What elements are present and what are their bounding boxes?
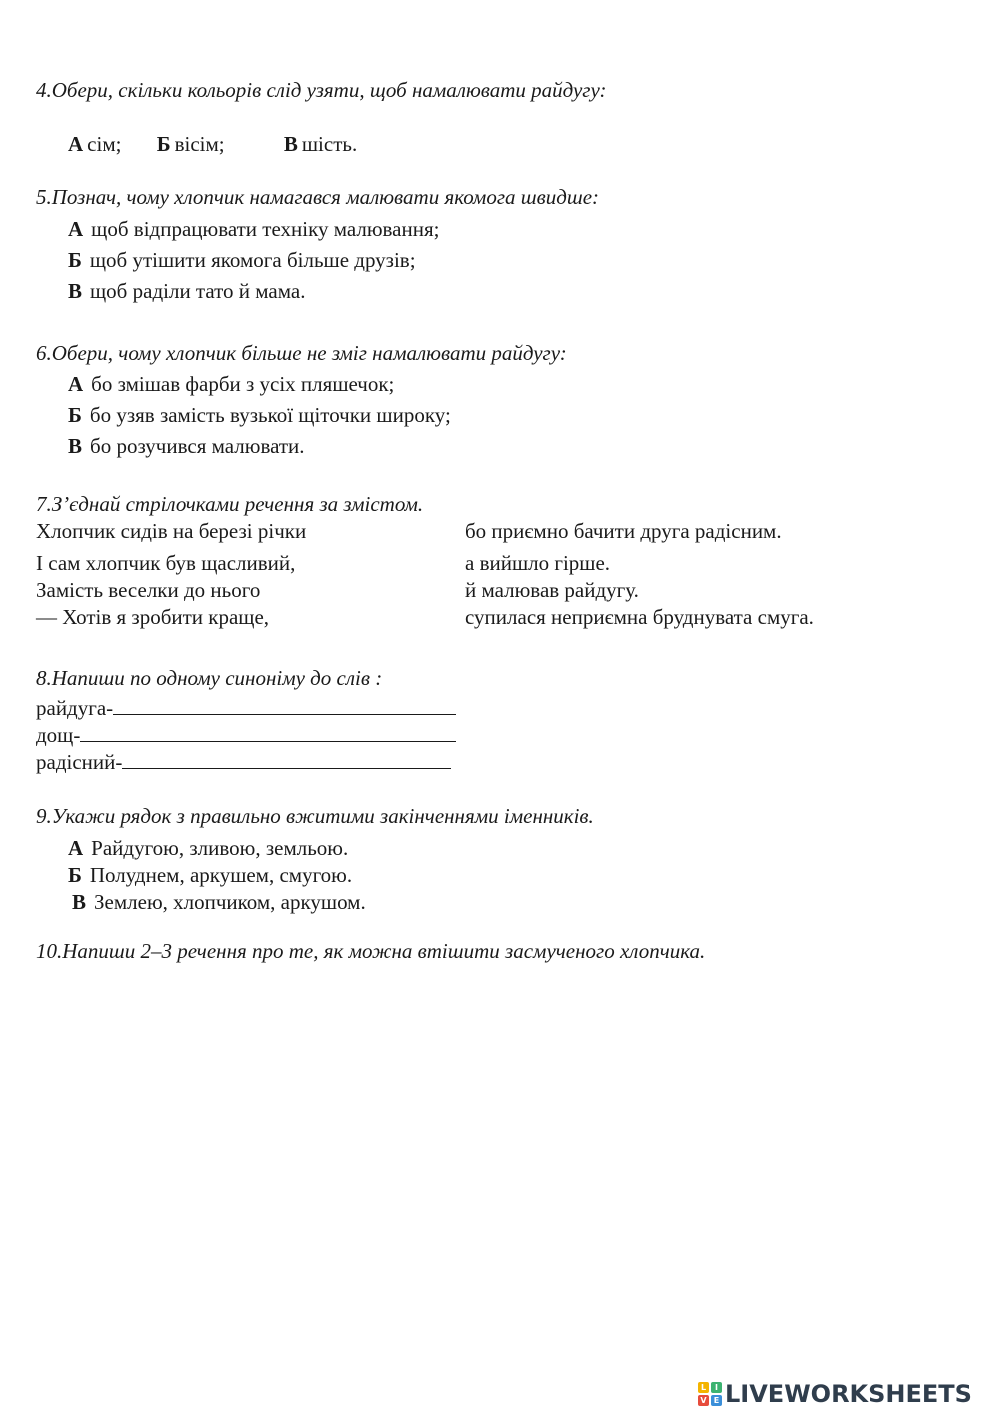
q6-option-c[interactable]: В бо розучився малювати.	[68, 434, 305, 458]
q7-right-4[interactable]: супилася неприємна бруднувата смуга.	[465, 605, 814, 629]
q5-option-b[interactable]: Б щоб утішити якомога більше друзів;	[68, 248, 416, 272]
q8-word-2: дощ-	[36, 723, 81, 747]
q5-option-c[interactable]: В щоб раділи тато й мама.	[68, 279, 306, 303]
q7-left-2[interactable]: І сам хлопчик був щасливий,	[36, 551, 296, 575]
logo-mark-icon	[698, 1382, 722, 1406]
q6-option-b[interactable]: Б бо узяв замість вузької щіточки широку;	[68, 403, 451, 427]
logo-text: LIVEWORKSHEETS	[725, 1380, 972, 1408]
q4-option-b[interactable]: Б вісім;	[156, 132, 225, 156]
q8-word-1: райдуга-	[36, 696, 114, 720]
q5-title: 5.Познач, чому хлопчик намагався малювати якомога швидше:	[36, 185, 600, 209]
q7-left-3[interactable]: Замість веселки до нього	[36, 578, 261, 602]
q7-right-1[interactable]: бо приємно бачити друга радісним.	[465, 519, 782, 543]
q5-option-a[interactable]: А щоб відпрацювати техніку малювання;	[68, 217, 440, 241]
logo-mark-cell: V	[698, 1395, 709, 1406]
logo-mark-cell: I	[711, 1382, 722, 1393]
q8-answer-1[interactable]	[113, 696, 456, 715]
q9-title: 9.Укажи рядок з правильно вжитими закінченнями іменників.	[36, 804, 594, 828]
q9-option-a[interactable]: А Райдугою, зливою, земльою.	[68, 836, 349, 860]
q6-option-a[interactable]: А бо змішав фарби з усіх пляшечок;	[68, 372, 395, 396]
q9-option-c[interactable]: В Землею, хлопчиком, аркушом.	[72, 890, 366, 914]
q8-row-2	[36, 723, 466, 746]
q4-option-a[interactable]: А сім;	[68, 132, 122, 156]
q7-right-2[interactable]: а вийшло гірше.	[465, 551, 611, 575]
q7-left-1[interactable]: Хлопчик сидів на березі річки	[36, 519, 307, 543]
q8-answer-3[interactable]	[122, 750, 451, 769]
q8-title: 8.Напиши по одному синоніму до слів :	[36, 666, 383, 690]
q10-answer-area[interactable]	[36, 975, 956, 1275]
q6-title: 6.Обери, чому хлопчик більше не зміг намалювати райдугу:	[36, 341, 567, 365]
q7-left-4[interactable]: — Хотів я зробити краще,	[36, 605, 270, 629]
q9-option-b[interactable]: Б Полуднем, аркушем, смугою.	[68, 863, 353, 887]
q4-option-c[interactable]: В шість.	[283, 132, 358, 156]
q8-word-3: радісний-	[36, 750, 123, 774]
q10-title: 10.Напиши 2–3 речення про те, як можна втішити засмученого хлопчика.	[36, 939, 706, 963]
q4-title: 4.Обери, скільки кольорів слід узяти, щоб намалювати райдугу:	[36, 78, 607, 102]
logo-mark-cell: L	[698, 1382, 709, 1393]
q8-answer-2[interactable]	[80, 723, 456, 742]
q8-row-3	[36, 750, 466, 773]
liveworksheets-logo[interactable]	[698, 1380, 972, 1408]
logo-mark-cell: E	[711, 1395, 722, 1406]
q7-right-3[interactable]: й малював райдугу.	[465, 578, 639, 602]
q7-title: 7.З’єднай стрілочками речення за змістом.	[36, 492, 424, 516]
q4-options	[68, 134, 387, 155]
q8-row-1	[36, 696, 466, 719]
